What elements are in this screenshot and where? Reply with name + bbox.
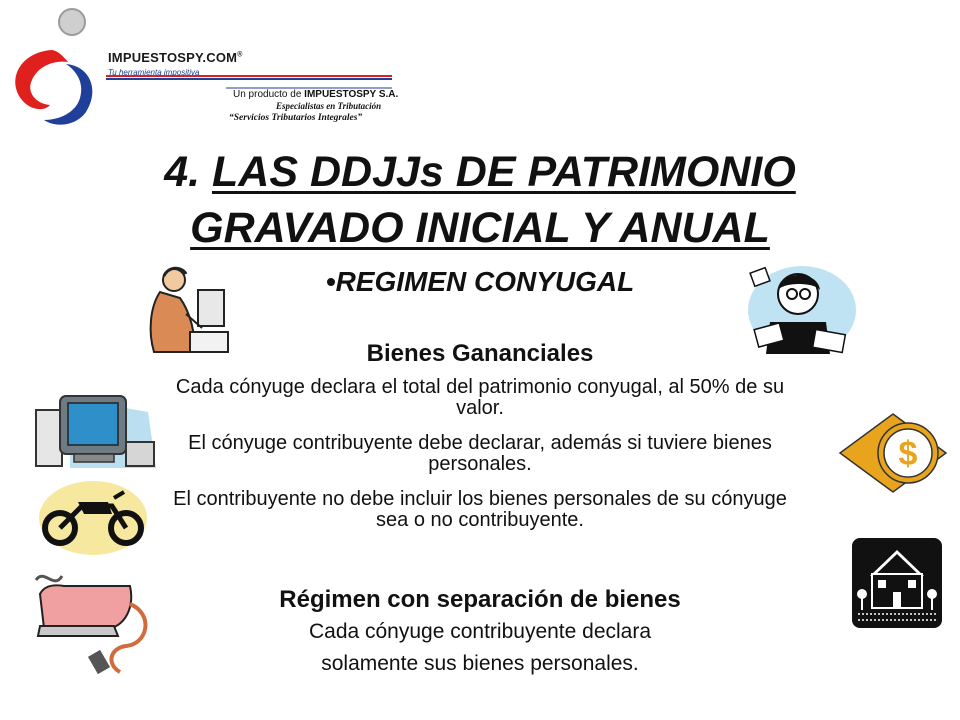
paragraph-1: Cada cónyuge declara el total del patrimonio conyugal, al 50% de su valor. bbox=[175, 376, 785, 419]
brand-specialists: Especialistas en Tributación bbox=[276, 101, 382, 111]
iron-icon bbox=[30, 564, 156, 676]
title-line-1: LAS DDJJs DE PATRIMONIO bbox=[212, 148, 796, 196]
brand-services: “Servicios Tributarios Integrales” bbox=[229, 113, 363, 123]
company-logo bbox=[0, 0, 400, 140]
section2-line-2: solamente sus bienes personales. bbox=[321, 652, 639, 675]
section2-line-1: Cada cónyuge contribuyente declara bbox=[308, 620, 652, 643]
title-line-2: GRAVADO INICIAL Y ANUAL bbox=[190, 204, 770, 252]
dollar-sign-icon bbox=[838, 412, 948, 494]
paragraph-3: El contribuyente no debe incluir los bienes personales de su cónyuge sea o no contribuyente. bbox=[173, 488, 787, 531]
computer-icon bbox=[30, 390, 160, 472]
brand-name: IMPUESTOSPY.COM® bbox=[108, 50, 243, 65]
motorcycle-icon bbox=[38, 480, 148, 558]
brand-tagline: Tu herramienta impositiva bbox=[108, 68, 200, 77]
man-at-computer-icon bbox=[140, 262, 232, 358]
title-number: 4. bbox=[164, 148, 213, 196]
slide-title bbox=[60, 144, 900, 256]
section-heading-separacion: Régimen con separación de bienes bbox=[279, 586, 681, 613]
house-icon bbox=[850, 536, 944, 630]
subtitle-text: REGIMEN CONYUGAL bbox=[335, 266, 635, 297]
brand-product-line: Un producto de IMPUESTOSPY S.A. bbox=[233, 89, 399, 100]
bullet: • bbox=[325, 266, 336, 297]
paragraph-2: El cónyuge contribuyente debe declarar, además si tuviere bienes personales. bbox=[188, 432, 772, 475]
section-heading-gananciales: Bienes Gananciales bbox=[366, 340, 594, 367]
slide-subtitle bbox=[250, 266, 710, 298]
stressed-worker-icon bbox=[740, 262, 858, 356]
svg-text:$: $ bbox=[898, 435, 918, 473]
